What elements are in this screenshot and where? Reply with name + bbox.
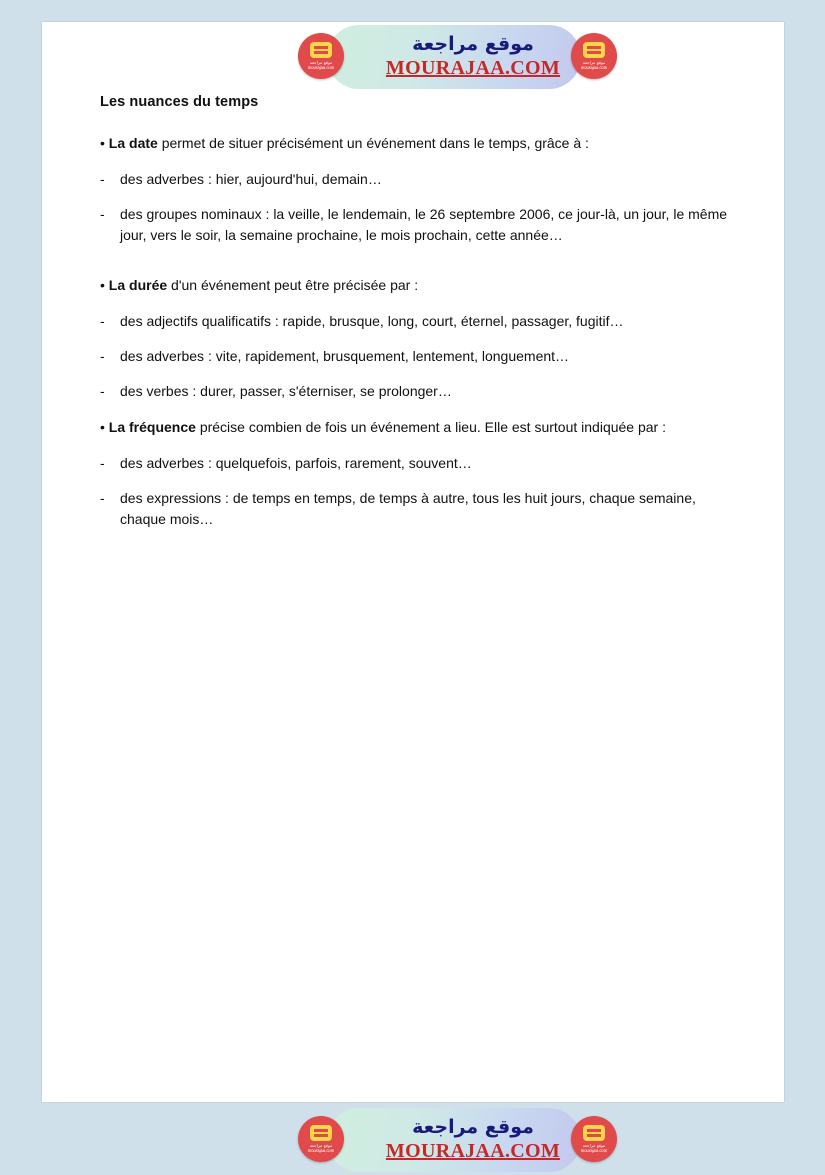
list-item [100,453,740,474]
banner-arabic-title: موقع مراجعة [412,32,534,55]
lead-rest: précise combien de fois un événement a lieu. Elle est surtout indiquée par : [195,418,666,435]
list-item-text: des adverbes : vite, rapidement, brusquement, lentement, longuement… [120,347,570,364]
lead-rest: d'un événement peut être précisée par : [167,276,419,293]
logo-glyph [310,1125,332,1141]
banner-site-url[interactable]: MOURAJAA.COM [385,57,561,80]
logo-glyph [583,1125,605,1141]
section-la-duree [100,276,740,402]
banner-site-url[interactable]: MOURAJAA.COM [385,1140,561,1163]
dash-marker: - [100,312,105,329]
list-item [100,169,740,190]
logo-arabic-label: موقع مراجعة [309,1142,333,1148]
list-item-text: des expressions : de temps en temps, de temps à autre, tous les huit jours, chaque semaine, chaque mois… [120,489,696,527]
list-item-text: des verbes : durer, passer, s'éterniser, se prolonger… [120,382,452,399]
logo-url-label: mourajaa.com [307,1147,335,1153]
bullet-marker: • [100,276,105,293]
dash-marker: - [100,347,105,364]
lead-bold-term: La durée [108,276,168,293]
list-item [100,381,740,402]
section-lead [100,276,740,295]
section-la-date [100,134,740,246]
section-la-frequence [100,418,740,530]
section-spacer [100,262,740,276]
list-item-text: des adjectifs qualificatifs : rapide, brusque, long, court, éternel, passager, fugitif… [120,312,624,329]
site-logo-icon-secondary [571,33,617,79]
list-item [100,311,740,332]
list-item-text: des groupes nominaux : la veille, le lendemain, le 26 septembre 2006, ce jour-là, un jour, le même jour, vers le soir, la semaine prochaine, le mois prochain, cette année… [120,205,728,243]
page-title: Les nuances du temps [100,94,259,110]
list-item-text: des adverbes : quelquefois, parfois, rarement, souvent… [120,454,472,471]
document-page [42,22,784,1163]
dash-marker: - [100,382,105,399]
lead-bold-term: La fréquence [108,418,196,435]
logo-url-label: mourajaa.com [580,64,608,70]
logo-url-label: mourajaa.com [580,1147,608,1153]
dash-marker: - [100,170,105,187]
list-item [100,204,740,246]
logo-url-label: mourajaa.com [307,64,335,70]
dash-marker: - [100,205,105,222]
section-lead [100,134,740,153]
bullet-marker: • [100,135,105,151]
watermark-banner-bottom [289,1105,619,1175]
banner-arabic-title: موقع مراجعة [412,1115,534,1138]
lead-rest: permet de situer précisément un événement dans le temps, grâce à : [157,135,589,151]
logo-arabic-label: موقع مراجعة [582,1142,606,1148]
bullet-marker: • [100,418,105,435]
lead-bold-term: La date [108,135,158,151]
banner-text-top [346,34,600,81]
logo-arabic-label: موقع مراجعة [582,59,606,65]
section-lead [100,418,740,437]
document-content [100,94,740,546]
list-item-text: des adverbes : hier, aujourd'hui, demain… [120,170,382,187]
banner-text-bottom [346,1117,600,1164]
list-item [100,346,740,367]
list-item [100,488,740,530]
site-logo-icon-secondary [571,1116,617,1162]
site-logo-icon [298,33,344,79]
site-logo-icon [298,1116,344,1162]
watermark-banner-top [289,22,619,92]
logo-arabic-label: موقع مراجعة [309,59,333,65]
dash-marker: - [100,454,105,471]
logo-glyph [583,42,605,58]
dash-marker: - [100,489,105,506]
logo-glyph [310,42,332,58]
